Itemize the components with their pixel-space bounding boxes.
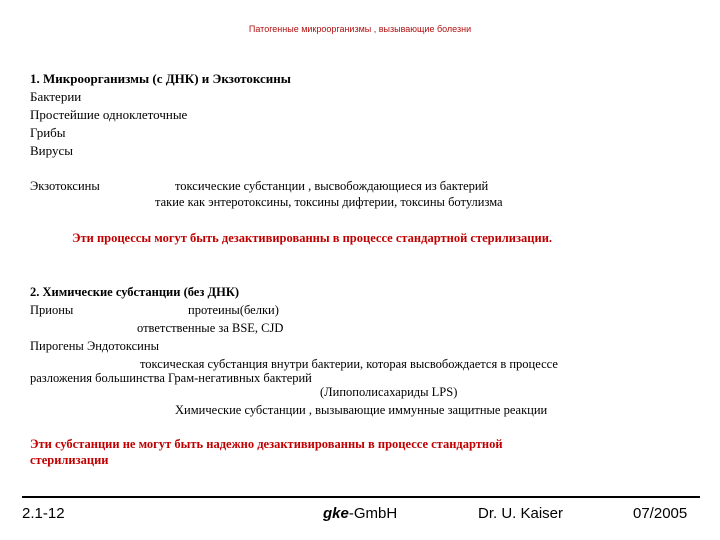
exotoxins-examples: такие как энтеротоксины, токсины дифтерии, токсины ботулизма [155, 195, 503, 209]
footer-divider [22, 496, 700, 498]
list-item: Бактерии [30, 89, 82, 104]
prions-term: Прионы [30, 303, 74, 317]
author-name: Dr. U. Kaiser [478, 505, 564, 522]
list-item: Грибы [30, 125, 66, 140]
date: 07/2005 [633, 505, 688, 522]
slide-number: 2.1-12 [22, 505, 65, 522]
company-name-brand: gke [323, 505, 349, 522]
section2-note-line1: Эти субстанции не могут быть надежно дезактивированны в процессе стандартной [30, 437, 503, 451]
list-item: Простейшие одноклеточные [30, 107, 188, 122]
page-header: Патогенные микроорганизмы , вызывающие болезни [248, 24, 472, 34]
prions-definition: протеины(белки) [188, 303, 279, 317]
pyrogens-definition-line1: токсическая субстанция внутри бактерии, которая высвобождается в процессе [140, 357, 558, 371]
exotoxins-term: Экзотоксины [30, 179, 100, 193]
section1-note: Эти процессы могут быть дезактивированны в процессе стандартной стерилизации. [72, 231, 553, 245]
section2-heading: 2. Химические субстанции (без ДНК) [30, 285, 240, 299]
prions-detail: ответственные за BSE, CJD [137, 321, 284, 335]
pyrogens-term: Пирогены Эндотоксины [30, 339, 159, 353]
exotoxins-definition: токсические субстанции , высвобождающиеся из бактерий [175, 179, 489, 193]
pyrogens-definition-line2: разложения большинства Грам-негативных бактерий [30, 371, 312, 385]
company-name-suffix: -GmbH [348, 505, 398, 522]
chemical-substances: Химические субстанции , вызывающие иммунные защитные реакции [175, 403, 548, 417]
section2-note-line2: стерилизации [30, 453, 109, 467]
company-name [323, 505, 397, 522]
section1-heading: 1. Микроорганизмы (с ДНК) и Экзотоксины [30, 71, 291, 86]
pyrogens-lps: (Липополисахариды LPS) [320, 385, 458, 399]
list-item: Вирусы [30, 143, 73, 158]
